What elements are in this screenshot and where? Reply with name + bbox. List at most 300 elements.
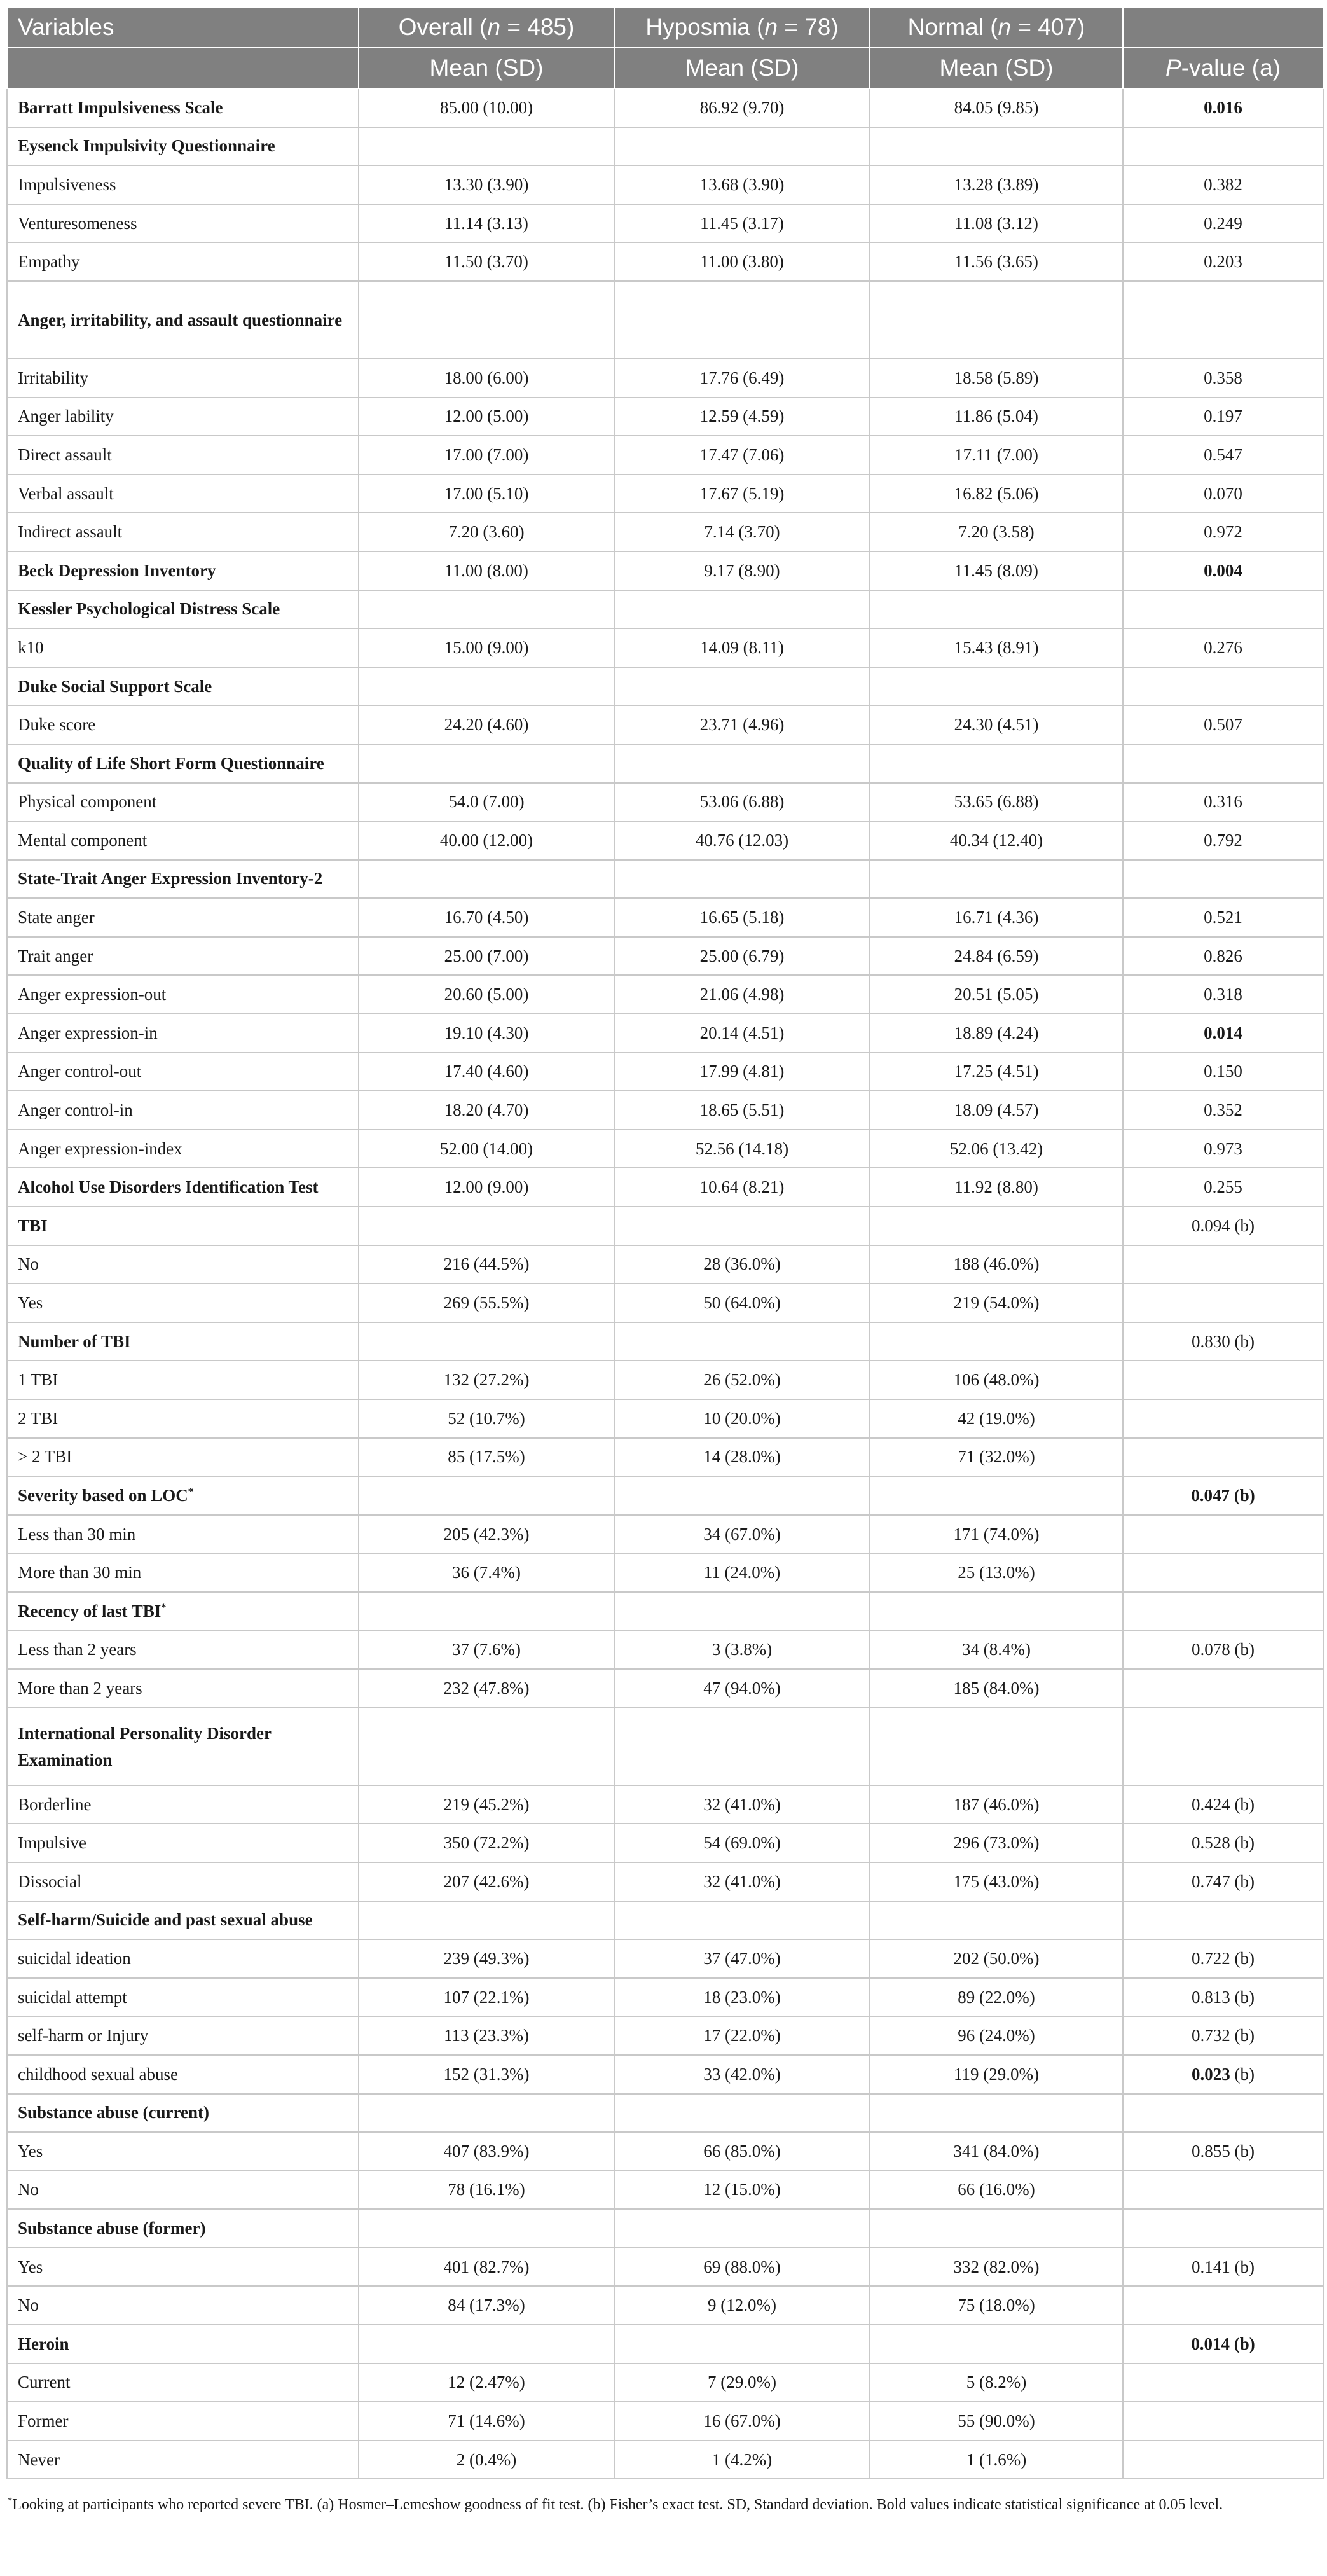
normal-value: 296 (73.0%) [953, 1833, 1040, 1853]
hyposmia-cell [614, 898, 870, 937]
row-label: 1 TBI [18, 1370, 58, 1390]
normal-value: 106 (48.0%) [953, 1370, 1040, 1390]
hyposmia-cell [614, 2055, 870, 2094]
normal-value: 40.34 (12.40) [949, 830, 1043, 850]
normal-cell [870, 551, 1123, 590]
section-row [7, 667, 1323, 706]
overall-cell [359, 744, 614, 783]
row-label: self-harm or Injury [18, 2026, 149, 2046]
row-label: k10 [18, 637, 44, 657]
row-label: Less than 2 years [18, 1640, 137, 1659]
hyposmia-cell [614, 1438, 870, 1477]
p-value: 0.047 (b) [1191, 1485, 1255, 1505]
normal-cell [870, 2209, 1123, 2248]
normal-value: 34 (8.4%) [962, 1640, 1031, 1659]
overall-value: 12 (2.47%) [448, 2372, 525, 2392]
hyposmia-cell [614, 744, 870, 783]
p-value-cell [1123, 204, 1323, 243]
row-label-cell [7, 2094, 359, 2133]
hyposmia-value: 18.65 (5.51) [699, 1100, 785, 1120]
p-value: 0.722 (b) [1192, 1948, 1255, 1968]
overall-value: 15.00 (9.00) [444, 637, 529, 657]
row-label-cell [7, 204, 359, 243]
hyposmia-cell [614, 165, 870, 204]
normal-cell [870, 898, 1123, 937]
p-value-cell [1123, 2171, 1323, 2210]
p-value-cell [1123, 1476, 1323, 1515]
hyposmia-cell [614, 1053, 870, 1091]
normal-cell [870, 1669, 1123, 1708]
hyposmia-value: 3 (3.8%) [712, 1640, 773, 1659]
table-row [7, 1862, 1323, 1901]
hyposmia-cell [614, 1284, 870, 1322]
normal-cell [870, 88, 1123, 127]
overall-value: 17.40 (4.60) [444, 1062, 529, 1081]
hyposmia-cell [614, 1091, 870, 1130]
normal-value: 53.65 (6.88) [954, 792, 1039, 812]
row-label-cell [7, 2286, 359, 2325]
hyposmia-value: 13.68 (3.90) [699, 174, 785, 194]
normal-cell [870, 744, 1123, 783]
p-value: 0.016 [1204, 97, 1242, 117]
row-label: State-Trait Anger Expression Inventory-2 [18, 869, 323, 889]
hyposmia-value: 12.59 (4.59) [699, 406, 785, 426]
normal-value: 55 (90.0%) [958, 2411, 1035, 2431]
table-row [7, 2364, 1323, 2402]
hyposmia-value: 20.14 (4.51) [699, 1023, 785, 1042]
overall-value: 40.00 (12.00) [439, 830, 533, 850]
normal-cell [870, 1631, 1123, 1670]
hyposmia-cell [614, 1901, 870, 1940]
section-row [7, 2094, 1323, 2133]
overall-cell [359, 1438, 614, 1477]
row-label-cell [7, 1476, 359, 1515]
p-value-cell [1123, 1091, 1323, 1130]
normal-cell [870, 975, 1123, 1014]
row-label: Barratt Impulsiveness Scale [18, 97, 223, 117]
row-label: Dissocial [18, 1871, 82, 1891]
header-normal: Normal (n = 407) [870, 7, 1123, 48]
hyposmia-value: 18 (23.0%) [703, 1987, 781, 2007]
row-label-cell [7, 1053, 359, 1091]
hyposmia-cell [614, 127, 870, 166]
subheader-normal: Mean (SD) [870, 48, 1123, 88]
table-row [7, 783, 1323, 822]
hyposmia-cell [614, 590, 870, 629]
row-label-cell [7, 2055, 359, 2094]
hyposmia-cell [614, 1592, 870, 1631]
overall-value: 52.00 (14.00) [439, 1139, 533, 1158]
p-value-cell [1123, 398, 1323, 436]
row-label: Anger expression-out [18, 985, 167, 1004]
p-value: 0.424 (b) [1192, 1794, 1255, 1814]
row-label: Substance abuse (former) [18, 2219, 206, 2238]
hyposmia-value: 10 (20.0%) [703, 1408, 781, 1428]
overall-cell [359, 281, 614, 359]
hyposmia-value: 86.92 (9.70) [699, 97, 785, 117]
normal-cell [870, 1014, 1123, 1053]
hyposmia-cell [614, 860, 870, 899]
hyposmia-cell [614, 436, 870, 474]
p-value-cell [1123, 937, 1323, 976]
hyposmia-value: 69 (88.0%) [703, 2257, 781, 2276]
table-row [7, 1014, 1323, 1053]
table-row [7, 1785, 1323, 1824]
normal-value: 17.11 (7.00) [954, 445, 1038, 464]
footnote-text: Looking at participants who reported severe TBI. (a) Hosmer–Lemeshow goodness of fit test. (b) Fisher’s exact test. SD, Standard deviation. Bold values indicate statistical significance at 0.05 level. [12, 2496, 1223, 2514]
p-value: 0.813 (b) [1192, 1987, 1255, 2007]
overall-cell [359, 2171, 614, 2210]
hyposmia-cell [614, 1785, 870, 1824]
overall-cell [359, 1130, 614, 1168]
p-value: 0.316 [1204, 792, 1242, 812]
p-value-cell [1123, 1207, 1323, 1245]
row-label-cell [7, 1862, 359, 1901]
p-value: 0.352 [1204, 1100, 1242, 1120]
row-label: Verbal assault [18, 483, 114, 503]
row-label-cell [7, 2441, 359, 2479]
overall-value: 350 (72.2%) [443, 1833, 530, 1853]
hyposmia-value: 21.06 (4.98) [699, 985, 785, 1004]
overall-value: 18.20 (4.70) [444, 1100, 529, 1120]
hyposmia-value: 7.14 (3.70) [704, 522, 780, 542]
table-row [7, 1553, 1323, 1592]
overall-cell [359, 1553, 614, 1592]
normal-value: 15.43 (8.91) [954, 637, 1039, 657]
overall-cell [359, 1939, 614, 1978]
normal-value: 16.82 (5.06) [954, 483, 1039, 503]
row-label-cell [7, 1939, 359, 1978]
p-value-cell [1123, 242, 1323, 281]
p-value-cell [1123, 436, 1323, 474]
subheader-hyposmia: Mean (SD) [614, 48, 870, 88]
row-label: Self-harm/Suicide and past sexual abuse [18, 1910, 313, 1930]
hyposmia-cell [614, 1669, 870, 1708]
hyposmia-cell [614, 1553, 870, 1592]
overall-cell [359, 513, 614, 551]
header-hyposmia: Hyposmia (n = 78) [614, 7, 870, 48]
table-row [7, 1399, 1323, 1438]
row-label-cell [7, 937, 359, 976]
overall-value: 16.70 (4.50) [444, 908, 529, 927]
overall-value: 152 (31.3%) [443, 2064, 530, 2084]
row-label: Less than 30 min [18, 1524, 136, 1544]
overall-cell [359, 2402, 614, 2441]
normal-value: 11.45 (8.09) [954, 560, 1038, 580]
table-row [7, 474, 1323, 513]
hyposmia-cell [614, 2325, 870, 2364]
p-value-cell [1123, 1361, 1323, 1399]
overall-value: 85 (17.5%) [448, 1447, 525, 1467]
p-value: 0.318 [1204, 985, 1242, 1004]
p-value-cell [1123, 1901, 1323, 1940]
row-label-cell [7, 1631, 359, 1670]
table-row [7, 1245, 1323, 1284]
section-row [7, 1168, 1323, 1207]
normal-cell [870, 1824, 1123, 1862]
normal-cell [870, 1785, 1123, 1824]
table-row [7, 359, 1323, 398]
row-label: Recency of last TBI [18, 1601, 162, 1621]
hyposmia-cell [614, 1322, 870, 1361]
row-label-cell [7, 1785, 359, 1824]
header-pvalue-blank [1123, 7, 1323, 48]
hyposmia-cell [614, 628, 870, 667]
table-row [7, 436, 1323, 474]
row-label: Alcohol Use Disorders Identification Test [18, 1177, 319, 1197]
hyposmia-value: 11.45 (3.17) [700, 213, 784, 233]
p-value-cell [1123, 1515, 1323, 1554]
row-label: Anger control-in [18, 1100, 133, 1120]
hyposmia-cell [614, 2132, 870, 2171]
hyposmia-cell [614, 2171, 870, 2210]
row-label-cell [7, 628, 359, 667]
hyposmia-value: 16 (67.0%) [703, 2411, 781, 2431]
row-label-cell [7, 1168, 359, 1207]
overall-cell [359, 898, 614, 937]
table-row [7, 2286, 1323, 2325]
section-row [7, 127, 1323, 166]
hyposmia-cell [614, 2286, 870, 2325]
p-value: 0.249 [1204, 213, 1242, 233]
hyposmia-value: 17.47 (7.06) [699, 445, 785, 464]
overall-value: 19.10 (4.30) [444, 1023, 529, 1042]
p-value-cell [1123, 2016, 1323, 2055]
section-row [7, 1476, 1323, 1515]
p-value-cell [1123, 628, 1323, 667]
normal-cell [870, 1438, 1123, 1477]
normal-cell [870, 1399, 1123, 1438]
row-label-cell [7, 474, 359, 513]
table-header [7, 7, 1323, 88]
row-label: 2 TBI [18, 1408, 58, 1428]
hyposmia-value: 37 (47.0%) [703, 1948, 781, 1968]
p-value-cell [1123, 1978, 1323, 2017]
row-label-cell [7, 165, 359, 204]
hyposmia-cell [614, 359, 870, 398]
normal-cell [870, 1361, 1123, 1399]
p-value-cell [1123, 1438, 1323, 1477]
row-label-cell [7, 1708, 359, 1785]
section-row [7, 2209, 1323, 2248]
table-row [7, 1978, 1323, 2017]
normal-value: 188 (46.0%) [953, 1254, 1040, 1274]
hyposmia-value: 17.99 (4.81) [699, 1062, 785, 1081]
normal-value: 11.86 (5.04) [954, 406, 1038, 426]
hyposmia-value: 7 (29.0%) [708, 2372, 776, 2392]
hyposmia-value: 66 (85.0%) [703, 2141, 781, 2161]
row-label-cell [7, 667, 359, 706]
hyposmia-value: 23.71 (4.96) [699, 715, 785, 735]
hyposmia-cell [614, 551, 870, 590]
hyposmia-cell [614, 783, 870, 822]
normal-cell [870, 1284, 1123, 1322]
row-label: Kessler Psychological Distress Scale [18, 599, 280, 619]
overall-cell [359, 2094, 614, 2133]
row-label-cell [7, 1515, 359, 1554]
hyposmia-value: 12 (15.0%) [703, 2180, 781, 2199]
overall-cell [359, 2364, 614, 2402]
hyposmia-cell [614, 398, 870, 436]
hyposmia-value: 52.56 (14.18) [695, 1139, 789, 1158]
p-value-cell [1123, 474, 1323, 513]
p-value: 0.014 [1204, 1023, 1242, 1042]
row-label: Yes [18, 2257, 43, 2276]
normal-value: 18.58 (5.89) [954, 368, 1039, 387]
normal-value: 332 (82.0%) [953, 2257, 1040, 2276]
row-label: No [18, 2296, 39, 2315]
hyposmia-value: 11.00 (3.80) [700, 252, 784, 272]
overall-value: 17.00 (7.00) [444, 445, 529, 464]
table-row [7, 1515, 1323, 1554]
table-row [7, 2171, 1323, 2210]
overall-cell [359, 821, 614, 860]
overall-value: 239 (49.3%) [443, 1948, 530, 1968]
table-row [7, 1361, 1323, 1399]
row-label-cell [7, 2209, 359, 2248]
row-label-cell [7, 359, 359, 398]
hyposmia-cell [614, 1824, 870, 1862]
p-value-cell [1123, 590, 1323, 629]
p-value: 0.547 [1204, 445, 1242, 464]
hyposmia-cell [614, 1862, 870, 1901]
normal-value: 171 (74.0%) [953, 1524, 1040, 1544]
table-row [7, 398, 1323, 436]
normal-value: 341 (84.0%) [953, 2141, 1040, 2161]
normal-cell [870, 2364, 1123, 2402]
header-variables: Variables [7, 7, 359, 48]
row-label: TBI [18, 1215, 48, 1235]
hyposmia-cell [614, 1476, 870, 1515]
section-row [7, 1207, 1323, 1245]
hyposmia-cell [614, 821, 870, 860]
header-row [7, 7, 1323, 48]
overall-value: 54.0 (7.00) [448, 792, 525, 812]
normal-cell [870, 1553, 1123, 1592]
p-value-cell [1123, 2441, 1323, 2479]
overall-value: 85.00 (10.00) [439, 97, 533, 117]
row-label: Indirect assault [18, 522, 123, 542]
overall-cell [359, 551, 614, 590]
row-label-cell [7, 2364, 359, 2402]
page [6, 6, 1323, 2515]
row-label: Empathy [18, 252, 80, 272]
normal-value: 219 (54.0%) [953, 1293, 1040, 1313]
normal-value: 25 (13.0%) [958, 1563, 1035, 1582]
hyposmia-value: 53.06 (6.88) [699, 792, 785, 812]
p-value-cell [1123, 2209, 1323, 2248]
p-value-cell [1123, 2055, 1323, 2094]
hyposmia-cell [614, 2364, 870, 2402]
p-value: 0.004 [1204, 560, 1242, 580]
row-label-cell [7, 1978, 359, 2017]
p-value-cell [1123, 2325, 1323, 2364]
row-label: Yes [18, 1293, 43, 1313]
hyposmia-cell [614, 975, 870, 1014]
overall-value: 84 (17.3%) [448, 2296, 525, 2315]
subheader-pvalue: P-value (a) [1123, 48, 1323, 88]
overall-cell [359, 667, 614, 706]
normal-cell [870, 1978, 1123, 2017]
p-value-cell [1123, 2364, 1323, 2402]
normal-cell [870, 590, 1123, 629]
hyposmia-cell [614, 1168, 870, 1207]
p-value: 0.150 [1204, 1062, 1242, 1081]
row-label: Number of TBI [18, 1331, 131, 1351]
p-value: 0.507 [1204, 715, 1242, 735]
overall-cell [359, 1515, 614, 1554]
footnote-marker: * [161, 1601, 167, 1613]
normal-value: 17.25 (4.51) [954, 1062, 1039, 1081]
normal-value: 175 (43.0%) [953, 1871, 1040, 1891]
hyposmia-cell [614, 1245, 870, 1284]
row-label-cell [7, 898, 359, 937]
overall-cell [359, 2055, 614, 2094]
hyposmia-value: 10.64 (8.21) [699, 1177, 785, 1197]
p-value-cell [1123, 744, 1323, 783]
normal-value: 18.89 (4.24) [954, 1023, 1039, 1042]
p-value-cell [1123, 1130, 1323, 1168]
hyposmia-cell [614, 474, 870, 513]
table-row [7, 1669, 1323, 1708]
p-value-cell [1123, 2286, 1323, 2325]
row-label-cell [7, 1091, 359, 1130]
overall-cell [359, 1399, 614, 1438]
row-label: Anger expression-index [18, 1139, 182, 1158]
p-value: 0.792 [1204, 830, 1242, 850]
row-label: Impulsiveness [18, 174, 116, 194]
hyposmia-value: 9.17 (8.90) [704, 560, 780, 580]
overall-value: 52 (10.7%) [448, 1408, 525, 1428]
overall-cell [359, 1669, 614, 1708]
row-label-cell [7, 975, 359, 1014]
row-label: Beck Depression Inventory [18, 560, 216, 580]
hyposmia-cell [614, 1014, 870, 1053]
normal-cell [870, 1592, 1123, 1631]
p-value: 0.830 (b) [1192, 1331, 1255, 1351]
row-label-cell [7, 281, 359, 359]
overall-cell [359, 2209, 614, 2248]
overall-value: 12.00 (5.00) [444, 406, 529, 426]
p-value: 0.094 (b) [1192, 1215, 1255, 1235]
normal-cell [870, 474, 1123, 513]
normal-value: 1 (1.6%) [966, 2449, 1027, 2469]
row-label-cell [7, 1399, 359, 1438]
overall-value: 401 (82.7%) [443, 2257, 530, 2276]
overall-cell [359, 1785, 614, 1824]
normal-cell [870, 1322, 1123, 1361]
normal-value: 11.92 (8.80) [954, 1177, 1038, 1197]
row-label-cell [7, 2248, 359, 2287]
normal-cell [870, 165, 1123, 204]
overall-value: 11.14 (3.13) [444, 213, 528, 233]
hyposmia-cell [614, 937, 870, 976]
overall-cell [359, 127, 614, 166]
table-row [7, 1130, 1323, 1168]
footnote-marker: * [188, 1485, 193, 1497]
row-label-cell [7, 1014, 359, 1053]
row-label-cell [7, 2171, 359, 2210]
overall-value: 269 (55.5%) [443, 1293, 530, 1313]
row-label: Heroin [18, 2334, 69, 2353]
row-label: Venturesomeness [18, 213, 137, 233]
hyposmia-value: 16.65 (5.18) [699, 908, 785, 927]
normal-value: 5 (8.2%) [966, 2372, 1027, 2392]
normal-value: 75 (18.0%) [958, 2296, 1035, 2315]
hyposmia-cell [614, 705, 870, 744]
p-value: 0.855 (b) [1192, 2141, 1255, 2161]
row-label: Borderline [18, 1794, 92, 1814]
